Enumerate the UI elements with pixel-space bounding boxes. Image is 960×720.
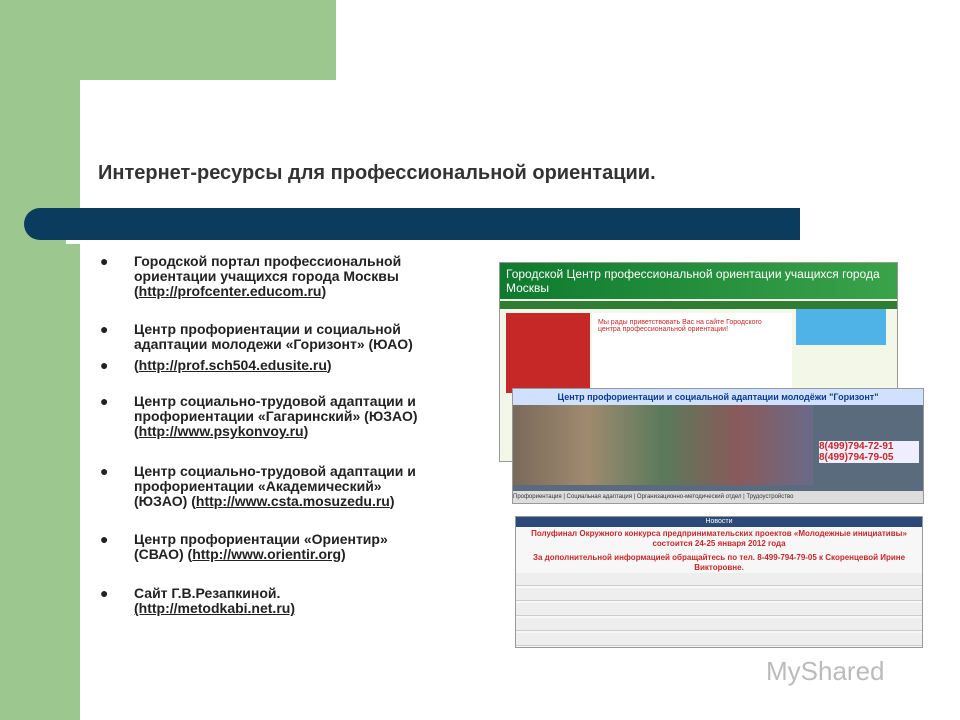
photo-collage: [513, 405, 813, 485]
slide-title: Интернет-ресурсы для профессиональной ориентации.: [98, 162, 656, 184]
resource-link[interactable]: http://profcenter.educom.ru: [138, 283, 322, 299]
title-divider-bar: [24, 208, 800, 240]
left-green-band: [0, 0, 80, 720]
resource-link[interactable]: http://www.psykonvoy.ru: [138, 423, 304, 439]
gorizont-site-screenshot: Центр профориентации и социальной адаптации молодёжи "Горизонт" 8(499)794-72-91 8(499)794-79-05 Профориентация | Социальная адаптация | Организационно-методический отдел | Трудоустройство: [512, 388, 924, 504]
resource-link[interactable]: (http://metodkabi.net.ru): [134, 600, 295, 616]
resource-link[interactable]: http://www.orientir.org: [192, 546, 342, 562]
watermark-logo: MyShared: [766, 656, 885, 686]
top-green-band: [0, 0, 336, 80]
resource-link[interactable]: http://www.csta.mosuzedu.ru: [195, 493, 390, 509]
news-site-screenshot: Новости Полуфинал Окружного конкурса предпринимательских проектов «Молодежные инициативы» состоится 24-25 января 2012 года За дополнительной информацией обращайтесь по тел. 8-499-794-79-05 к Скоренцевой Ирине Викторовне.: [515, 516, 923, 648]
resource-link[interactable]: http://prof.sch504.edusite.ru: [138, 357, 327, 373]
profcenter-site-screenshot: Городской Центр профессиональной ориентации учащихся города Москвы Мы рады приветствовать Вас на сайте Городского центра профессиональной ориентации!: [499, 262, 898, 462]
